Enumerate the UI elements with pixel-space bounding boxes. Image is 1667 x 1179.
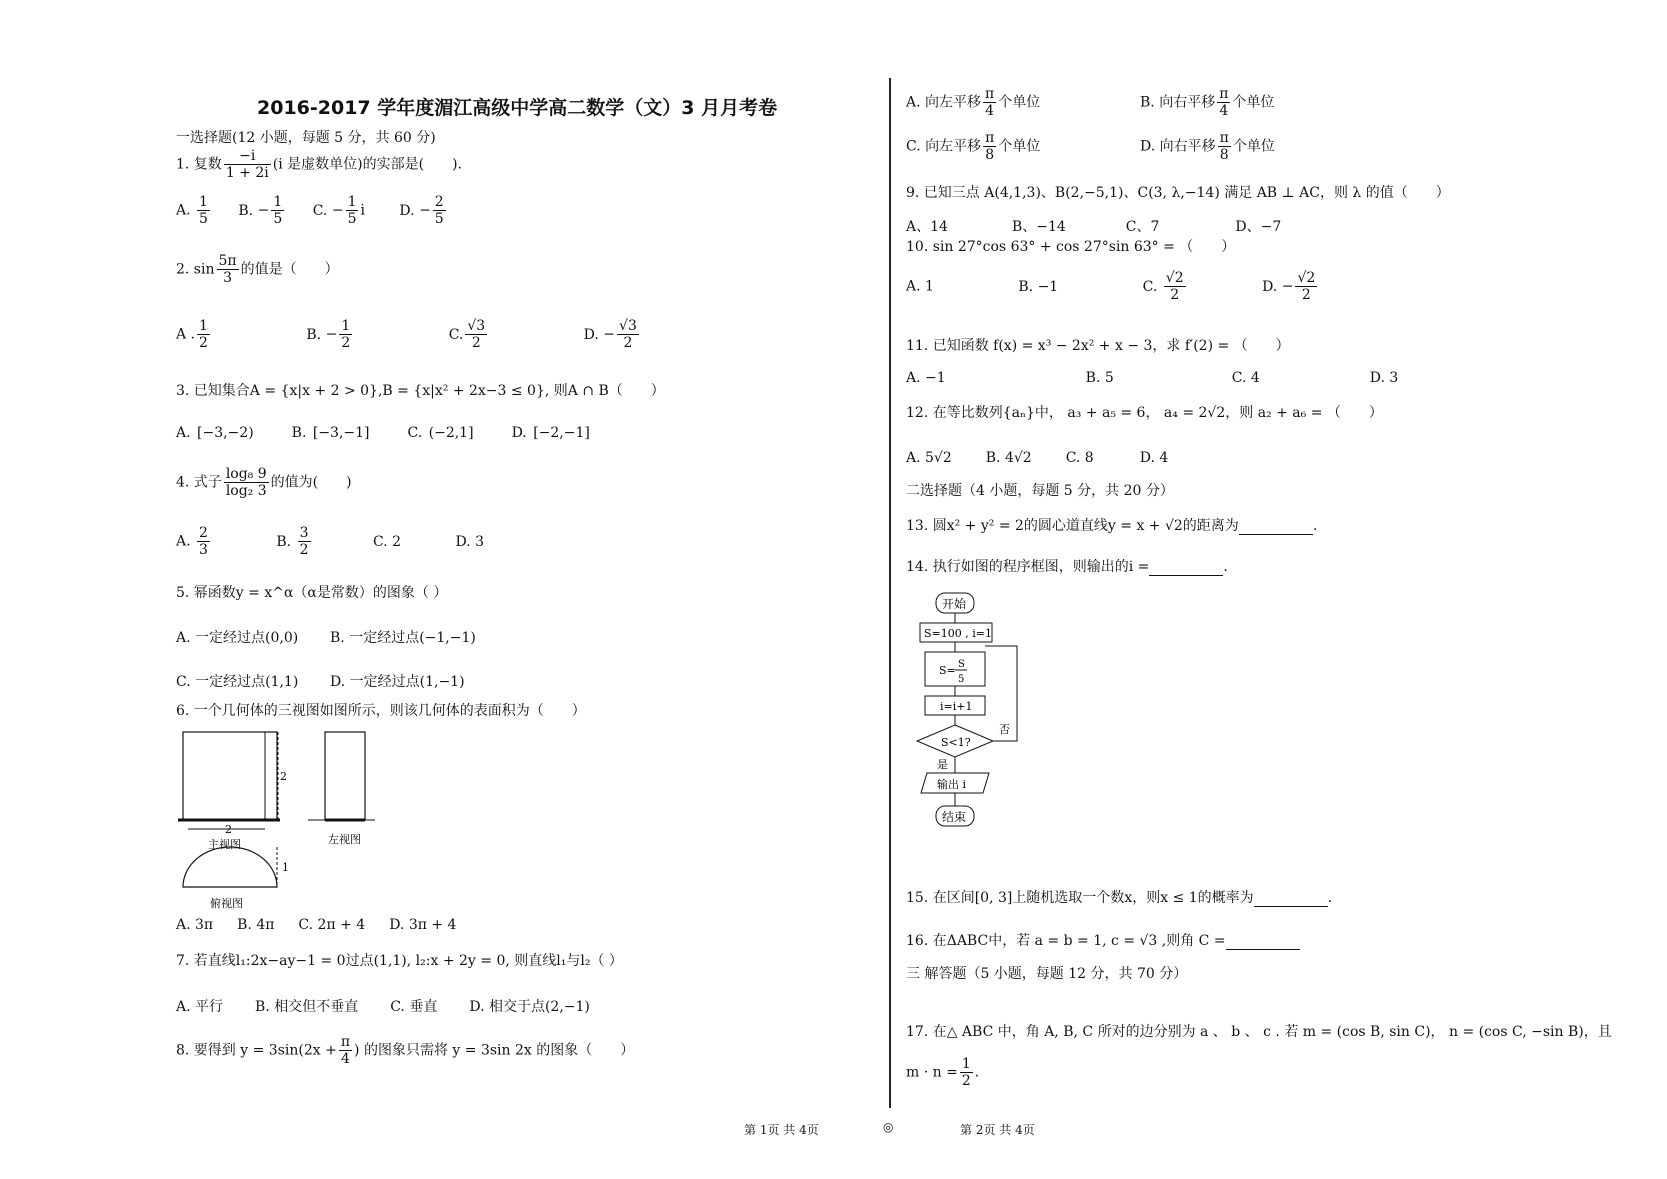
svg-text:2: 2 (225, 823, 232, 836)
three-view-figure (170, 725, 400, 915)
question-1: 1. 复数 $\frac{-i}{1 + 2i}$ (i 是虚数单位)的实部是( ). (176, 148, 462, 181)
question-7: 7. 若直线l₁:2x−ay−1 = 0过点(1,1), l₂:x + 2y = 0, 则直线l₁与l₂（ ） (176, 953, 623, 969)
question-13: 13. 圆x² + y² = 2的圆心道直线y = x + √2的距离为 . (906, 518, 1318, 534)
q11-options: A. −1 B. 5 C. 4 D. 3 (906, 370, 1399, 386)
flow-condition: S<1? (941, 736, 971, 749)
q6-options: A. 3π B. 4π C. 2π + 4 D. 3π + 4 (176, 917, 457, 933)
question-6: 6. 一个几何体的三视图如图所示，则该几何体的表面积为（ ） (176, 703, 586, 719)
svg-text:S: S (958, 659, 965, 670)
q8-option-c: C. 向左平移 $\frac{\pi}{8}$ 个单位 (906, 130, 1041, 163)
question-15: 15. 在区间[0, 3]上随机选取一个数x，则x ≤ 1的概率为 . (906, 890, 1333, 906)
top-view-label: 俯视图 (210, 897, 243, 910)
question-8: 8. 要得到 y = 3sin(2x + $\frac{\pi}{4}$ ) 的图象只需将 y = 3sin 2x 的图象（ ） (176, 1034, 635, 1067)
footer-center-mark: ◎ (883, 1120, 894, 1134)
q14-answer-blank[interactable] (1149, 561, 1223, 576)
question-11: 11. 已知函数 f(x) = x³ − 2x² + x − 3，求 f′(2) = （ ） (906, 338, 1290, 354)
footer-page-right: 第 2页 共 4页 (960, 1123, 1035, 1137)
footer-page-left: 第 1页 共 4页 (744, 1123, 819, 1137)
flow-output: 输出 i (937, 778, 967, 791)
q12-options: A. 5√2 B. 4√2 C. 8 D. 4 (906, 450, 1169, 466)
q3-options: A. [−3,−2) B. [−3,−1] C. (−2,1] D. [−2,−1] (176, 425, 590, 441)
flowchart (915, 590, 1035, 865)
question-9: 9. 已知三点 A(4,1,3)、B(2,−5,1)、C(3, λ,−14) 满足 AB ⊥ AC，则 λ 的值（ ） (906, 185, 1450, 201)
q8-option-b: B. 向右平移 $\frac{\pi}{4}$ 个单位 (1140, 86, 1275, 119)
svg-text:2: 2 (280, 770, 287, 783)
flow-no-label: 否 (999, 723, 1010, 736)
q10-options: A. 1 B. −1 C. $\frac{√2}{2}$ D. − $\frac{√2}{2}$ (906, 270, 1316, 303)
q8-option-a: A. 向左平移 $\frac{\pi}{4}$ 个单位 (906, 86, 1041, 119)
flow-init: S=100 , i=1 (924, 627, 992, 640)
flow-end: 结束 (942, 810, 967, 824)
paper-title: 2016-2017 学年度湄江高级中学高二数学（文）3 月月考卷 (257, 97, 778, 119)
q5-option-d: D. 一定经过点(1,−1) (330, 674, 465, 690)
q15-answer-blank[interactable] (1254, 892, 1328, 907)
q5-option-b: B. 一定经过点(−1,−1) (330, 630, 476, 646)
q2-options: A . $\frac{1}{2}$ B. − $\frac{1}{2}$ C. $\frac{√3}{2}$ D. − $\frac{√3}{2}$ (176, 318, 637, 351)
flow-yes-label: 是 (937, 758, 948, 771)
svg-text:1: 1 (282, 861, 289, 874)
q5-option-c: C. 一定经过点(1,1) (176, 674, 299, 690)
front-view-label: 主视图 (208, 838, 241, 851)
question-2: 2. sin $\frac{5\pi}{3}$ 的值是（ ） (176, 253, 339, 286)
flow-start: 开始 (942, 597, 967, 611)
side-view-label: 左视图 (328, 833, 361, 846)
column-divider (889, 78, 891, 1108)
q13-answer-blank[interactable] (1239, 520, 1313, 535)
q5-option-a: A. 一定经过点(0,0) (176, 630, 299, 646)
question-17-line1: 17. 在△ ABC 中，角 A, B, C 所对的边分别为 a 、 b 、 c . 若 m = (cos B, sin C)， n = (cos C, −sin B)，且 (906, 1024, 1612, 1040)
question-17-line2: m · n = $\frac{1}{2}$ . (906, 1056, 980, 1089)
svg-text:S=: S= (939, 664, 956, 677)
section2-heading: 二选择题（4 小题，每题 5 分，共 20 分） (906, 483, 1174, 499)
q8-option-d: D. 向右平移 $\frac{\pi}{8}$ 个单位 (1140, 130, 1275, 163)
question-4: 4. 式子 $\frac{\text{log₈ 9}}{\text{log₂ 3}}$ 的值为( ) (176, 466, 352, 499)
section3-heading: 三 解答题（5 小题，每题 12 分，共 70 分） (906, 966, 1188, 982)
question-5: 5. 幂函数y = x^α（α是常数）的图象（ ） (176, 585, 448, 601)
question-16: 16. 在ΔABC中，若 a = b = 1, c = √3 ,则角 C = (906, 932, 1300, 950)
q7-options: A. 平行 B. 相交但不垂直 C. 垂直 D. 相交于点(2,−1) (176, 999, 590, 1015)
question-3: 3. 已知集合A = {x|x + 2 > 0},B = {x|x² + 2x−3 ≤ 0}, 则A ∩ B（ ） (176, 383, 665, 399)
q16-answer-blank[interactable] (1226, 935, 1300, 950)
q4-options: A. $\frac{2}{3}$ B. $\frac{3}{2}$ C. 2 D. 3 (176, 525, 484, 558)
flow-increment: i=i+1 (940, 700, 973, 713)
q1-options: A. $\frac{1}{5}$ B. − $\frac{1}{5}$ C. − $\frac{1}{5}$ i D. − $\frac{2}{5}$ (176, 194, 444, 227)
svg-text:5: 5 (958, 674, 965, 685)
question-12: 12. 在等比数列{aₙ}中， a₃ + a₅ = 6， a₄ = 2√2，则 a₂ + a₆ = （ ） (906, 405, 1383, 421)
section1-heading: 一选择题(12 小题，每题 5 分，共 60 分) (176, 130, 436, 146)
question-10: 10. sin 27°cos 63° + cos 27°sin 63° = （ ） (906, 239, 1236, 255)
question-14: 14. 执行如图的程序框图，则输出的i = . (906, 559, 1228, 575)
q9-options: A、14 B、−14 C、7 D、−7 (906, 219, 1282, 235)
